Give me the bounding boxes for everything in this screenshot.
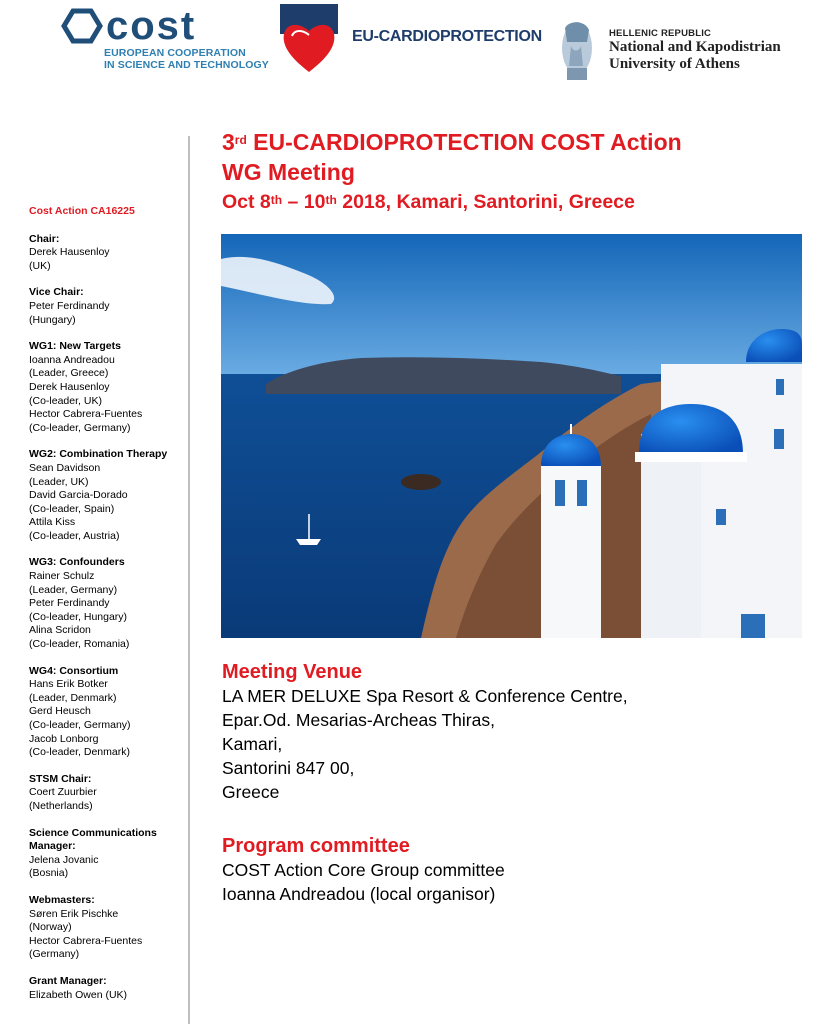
sidebar-section-line: (Leader, Germany) (29, 583, 118, 596)
sidebar-section-line: (Leader, Denmark) (29, 691, 117, 704)
vertical-divider (188, 136, 190, 1024)
sidebar-section-line: Gerd Heusch (29, 705, 91, 718)
sidebar-section-line: (Norway) (29, 921, 72, 934)
sidebar-section (29, 233, 185, 274)
sidebar-section-title: Chair: (29, 232, 60, 245)
sidebar-section-line: Søren Erik Pischke (29, 907, 119, 920)
sidebar-section-line: (Co-leader, Hungary) (29, 610, 128, 623)
cost-subtitle: EUROPEAN COOPERATION IN SCIENCE AND TECHNOLOGY (104, 47, 269, 71)
sidebar-section-line: Peter Ferdinandy (29, 299, 110, 312)
sidebar-section (29, 286, 185, 327)
cost-action-id: Cost Action CA16225 (29, 205, 135, 217)
eu-cardioprotection-label: EU-CARDIOPROTECTION (352, 28, 542, 45)
venue-line: Kamari, (222, 734, 283, 754)
santorini-photo (221, 234, 802, 638)
sidebar-section-line: (Co-leader, UK) (29, 394, 102, 407)
sidebar-section-line: (Bosnia) (29, 867, 69, 880)
sidebar-section-line: (Hungary) (29, 313, 76, 326)
sidebar-section (29, 975, 185, 1002)
meeting-dates: Oct 8th – 10th 2018, Kamari, Santorini, Greece (222, 191, 635, 213)
venue-line: Epar.Od. Mesarias-Archeas Thiras, (222, 710, 495, 730)
sidebar-section-line: Jelena Jovanic (29, 853, 99, 866)
venue-line: Greece (222, 782, 280, 802)
sidebar-section (29, 894, 185, 962)
sidebar-section-line: Elizabeth Owen (UK) (29, 988, 128, 1001)
committee-line: COST Action Core Group committee (222, 860, 505, 880)
sidebar-section-line: (Leader, UK) (29, 475, 89, 488)
eu-cardioprotection-heart-logo (280, 4, 338, 76)
sidebar-section-line: Attila Kiss (29, 516, 76, 529)
title-line-2: WG Meeting (222, 159, 355, 185)
cost-logo (60, 6, 275, 70)
sidebar-section-line: (Co-leader, Romania) (29, 638, 130, 651)
sidebar-section-title: WG4: Consortium (29, 664, 119, 677)
sidebar-section-line: (Leader, Greece) (29, 367, 109, 380)
committee-heading: Program committee (222, 835, 410, 857)
sidebar-section-line: Rainer Schulz (29, 570, 95, 583)
sidebar-section-title: STSM Chair: (29, 772, 92, 785)
title-line-1: 3rd EU-CARDIOPROTECTION COST Action (222, 129, 682, 155)
sidebar-section-line: Derek Hausenloy (29, 380, 110, 393)
sidebar-section-title: WG2: Combination Therapy (29, 448, 168, 461)
sidebar-section-line: Hector Cabrera-Fuentes (29, 408, 143, 421)
sidebar-section-line: (Co-leader, Spain) (29, 502, 115, 515)
sidebar-section-line: (Co-leader, Austria) (29, 529, 120, 542)
university-label: HELLENIC REPUBLIC National and Kapodistrian University of Athens (609, 28, 781, 72)
sidebar-section-line: Peter Ferdinandy (29, 597, 110, 610)
cost-wordmark: cost (106, 6, 197, 46)
program-committee (222, 834, 792, 906)
sidebar-section-title: WG3: Confounders (29, 556, 125, 569)
sidebar-section-line: (Co-leader, Denmark) (29, 746, 130, 759)
cost-logo-mark (60, 6, 275, 46)
venue-heading: Meeting Venue (222, 661, 363, 683)
venue-line: Santorini 847 00, (222, 758, 355, 778)
sidebar-section-line: Hector Cabrera-Fuentes (29, 934, 143, 947)
sidebar-section-line: Coert Zuurbier (29, 786, 97, 799)
sidebar-section-line: Alina Scridon (29, 624, 91, 637)
sidebar-section (29, 665, 185, 760)
sidebar-section-line: Hans Erik Botker (29, 678, 108, 691)
sidebar-section-title: Vice Chair: (29, 286, 84, 299)
sidebar-section-line: (Netherlands) (29, 799, 93, 812)
venue-line: LA MER DELUXE Spa Resort & Conference Centre, (222, 686, 628, 706)
page-title (222, 127, 802, 215)
sidebar-section-line: (Co-leader, Germany) (29, 719, 131, 731)
sidebar-section (29, 340, 185, 435)
sidebar-section (29, 556, 185, 651)
athena-helmet-icon (557, 18, 595, 84)
sidebar-section (29, 827, 185, 881)
sidebar-section-title: Webmasters: (29, 893, 95, 906)
committee-sidebar (29, 205, 185, 1015)
sidebar-section-title: Science Communications Manager: (29, 826, 157, 853)
sidebar-section-line: Ioanna Andreadou (29, 353, 115, 366)
sidebar-section (29, 773, 185, 814)
sidebar-section-line: (Germany) (29, 948, 80, 961)
sidebar-section-line: Jacob Lonborg (29, 732, 99, 745)
sidebar-section-title: WG1: New Targets (29, 340, 121, 353)
sidebar-section-title: Grant Manager: (29, 974, 107, 987)
committee-line: Ioanna Andreadou (local organisor) (222, 884, 496, 904)
sidebar-section-line: (UK) (29, 259, 51, 272)
sidebar-section-line: David Garcia-Dorado (29, 489, 128, 502)
sidebar-section-line: Derek Hausenloy (29, 246, 110, 259)
sidebar-section-line: (Co-leader, Germany) (29, 421, 131, 434)
meeting-venue (222, 660, 792, 804)
sidebar-section-line: Sean Davidson (29, 461, 101, 474)
sidebar-section (29, 448, 185, 543)
